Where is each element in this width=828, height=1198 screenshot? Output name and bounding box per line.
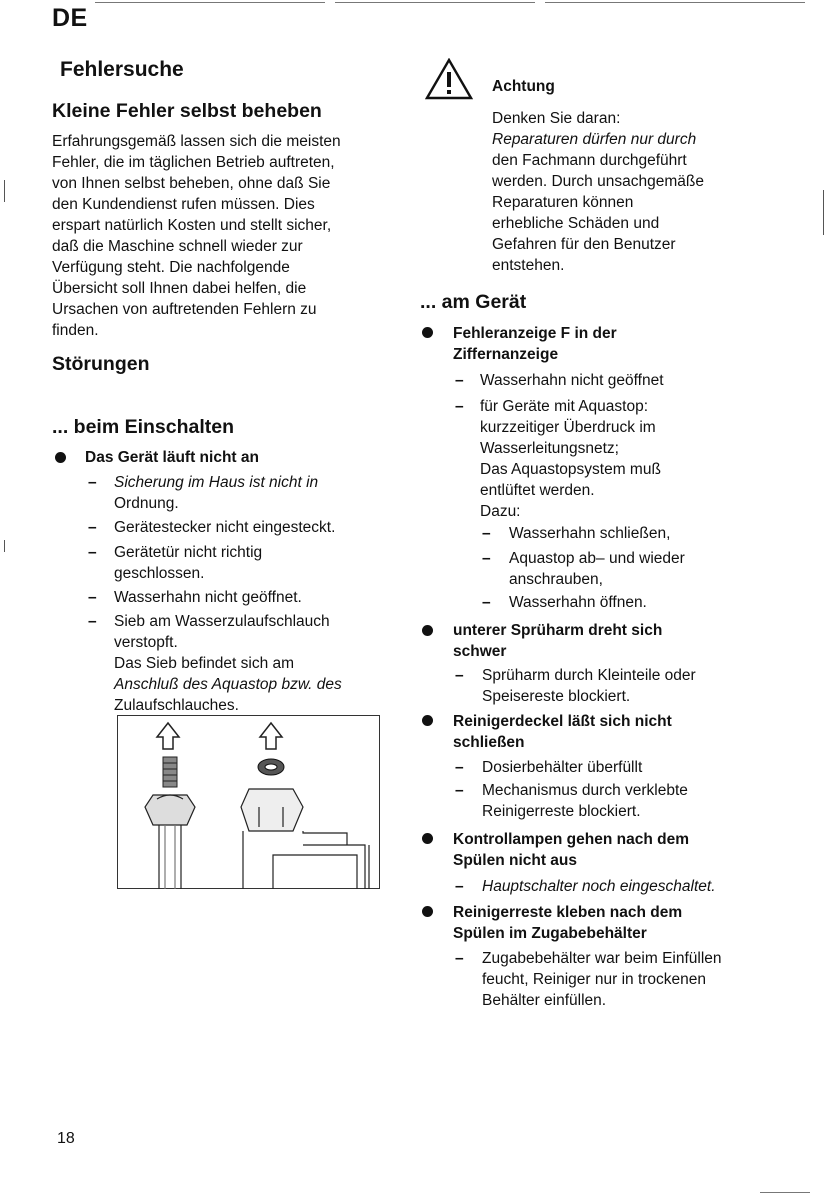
dash-marker: – [88, 613, 97, 630]
warning-line: werden. Durch unsachgemäße [492, 173, 704, 190]
intro-line: Ursachen von auftretenden Fehlern zu [52, 301, 317, 318]
bullet-text: schwer [453, 643, 507, 660]
fault-item-line: Das Aquastopsystem muß [480, 461, 661, 478]
fault-item-line: Das Sieb befindet sich am [114, 655, 295, 672]
fault-item-line: Dazu: [480, 503, 521, 520]
dash-marker: – [455, 372, 464, 389]
bullet-detergent-lid [453, 711, 672, 753]
bullet-text: Kontrollampen gehen nach dem [453, 831, 689, 848]
warning-triangle-icon [425, 58, 473, 100]
intro-line: Übersicht soll Ihnen dabei helfen, die [52, 280, 307, 297]
sub-item-line: Wasserhahn öffnen. [509, 594, 647, 611]
sub-item-line: Wasserhahn schließen, [509, 525, 671, 542]
fault-item-line: Sicherung im Haus ist nicht in [114, 474, 319, 491]
intro-line: Fehler, die im täglichen Betrieb auftreten, [52, 154, 335, 171]
warning-line: Denken Sie daran: [492, 110, 621, 127]
fault-item-line: Gerätestecker nicht eingesteckt. [114, 519, 336, 536]
fault-item [482, 757, 642, 778]
fault-item [114, 542, 262, 584]
fault-item-line: geschlossen. [114, 565, 205, 582]
fault-item-line: Dosierbehälter überfüllt [482, 759, 643, 776]
warning-paragraph [492, 108, 704, 276]
intro-line: Erfahrungsgemäß lassen sich die meisten [52, 133, 341, 150]
hose-nut-icon [145, 795, 195, 889]
sieve-icon [163, 757, 177, 787]
sieve-connection-illustration [117, 715, 380, 889]
intro-line: erspart natürlich Kosten und stellt sicher, [52, 217, 332, 234]
bullet-text: Reinigerdeckel läßt sich nicht [453, 713, 672, 730]
fault-item-line: Anschluß des Aquastop bzw. des [114, 676, 342, 693]
intro-line: finden. [52, 322, 99, 339]
dash-marker: – [455, 759, 464, 776]
fault-item-line: entlüftet werden. [480, 482, 595, 499]
right-margin-mark [823, 190, 824, 235]
dash-marker: – [455, 398, 464, 415]
page-title: Fehlersuche [60, 58, 184, 81]
sub-item [509, 548, 685, 590]
bullet-dot [422, 833, 433, 844]
fault-item-line: Behälter einfüllen. [482, 992, 607, 1009]
fault-item-line: verstopft. [114, 634, 178, 651]
dash-marker: – [88, 474, 97, 491]
fault-item-line: Zulaufschlauches. [114, 697, 239, 714]
sub-item-line: Aquastop ab– und wieder [509, 550, 685, 567]
bullet-text: Fehleranzeige F in der [453, 325, 617, 342]
top-rule-left [95, 2, 325, 3]
aquastop-connector-icon [241, 789, 369, 889]
top-rule-right [545, 2, 805, 3]
fault-item [480, 370, 664, 391]
intro-line: von Ihnen selbst beheben, ohne daß Sie [52, 175, 331, 192]
fault-item-line: Sieb am Wasserzulaufschlauch [114, 613, 330, 630]
bullet-detergent-residue [453, 902, 682, 944]
fault-item-line: Gerätetür nicht richtig [114, 544, 263, 561]
bullet-dot [422, 625, 433, 636]
left-margin-mark [4, 180, 5, 202]
intro-line: den Kundendienst rufen müssen. Dies [52, 196, 315, 213]
warning-line: Gefahren für den Benutzer [492, 236, 676, 253]
bullet-error-display [453, 323, 617, 365]
warning-line: Reparaturen dürfen nur durch [492, 131, 697, 148]
dash-marker: – [88, 519, 97, 536]
top-rule-mid [335, 2, 535, 3]
fault-item [482, 780, 688, 822]
bullet-text: schließen [453, 734, 525, 751]
fault-item-line: Ordnung. [114, 495, 179, 512]
fault-item-line: feucht, Reiniger nur in trockenen [482, 971, 707, 988]
dash-marker: – [482, 550, 491, 567]
dash-marker: – [482, 594, 491, 611]
fault-item-line: kurzzeitiger Überdruck im [480, 419, 656, 436]
fault-item-line: Sprüharm durch Kleinteile oder [482, 667, 696, 684]
bullet-text: Spülen nicht aus [453, 852, 578, 869]
bottom-rule [760, 1192, 810, 1193]
fault-item-line: Wasserhahn nicht geöffnet. [114, 589, 302, 606]
fault-item [482, 876, 716, 897]
fault-item-line: Zugabebehälter war beim Einfüllen [482, 950, 722, 967]
arrow-up-icon [157, 723, 179, 749]
fault-item-line: Reinigerreste blockiert. [482, 803, 641, 820]
section-heading-small-faults: Kleine Fehler selbst beheben [52, 100, 322, 122]
heading-beim-einschalten: ... beim Einschalten [52, 416, 235, 438]
sub-item [509, 523, 670, 544]
intro-line: Verfügung steht. Die nachfolgende [52, 259, 290, 276]
achtung-heading: Achtung [492, 78, 555, 95]
bullet-text: Das Gerät läuft nicht an [85, 449, 259, 466]
sub-item [509, 592, 647, 613]
dash-marker: – [455, 950, 464, 967]
language-code: DE [52, 4, 88, 32]
arrow-up-icon [260, 723, 282, 749]
fault-item [482, 665, 696, 707]
bullet-text: Reinigerreste kleben nach dem [453, 904, 683, 921]
bullet-text: unterer Sprüharm dreht sich [453, 622, 663, 639]
fault-item-line: Wasserhahn nicht geöffnet [480, 372, 664, 389]
sub-item-line: anschrauben, [509, 571, 603, 588]
bullet-control-lamps [453, 829, 689, 871]
fault-item [114, 472, 318, 514]
bullet-dot [422, 715, 433, 726]
bullet-device-not-starting [85, 447, 259, 468]
heading-am-geraet: ... am Gerät [420, 291, 527, 313]
fault-item [482, 948, 722, 1011]
dash-marker: – [88, 589, 97, 606]
bullet-dot [422, 327, 433, 338]
fault-item-line: Speisereste blockiert. [482, 688, 631, 705]
heading-stoerungen: Störungen [52, 353, 150, 375]
bullet-spray-arm [453, 620, 662, 662]
warning-line: entstehen. [492, 257, 565, 274]
sealing-ring-icon [258, 759, 284, 775]
warning-line: erhebliche Schäden und [492, 215, 660, 232]
fault-item-line: Hauptschalter noch eingeschaltet. [482, 878, 716, 895]
warning-line: Reparaturen können [492, 194, 634, 211]
page-number: 18 [57, 1130, 75, 1147]
left-margin-mark-2 [4, 540, 5, 552]
fault-item-line: Wasserleitungsnetz; [480, 440, 619, 457]
dash-marker: – [455, 878, 464, 895]
fault-item [114, 517, 335, 538]
warning-line: den Fachmann durchgeführt [492, 152, 687, 169]
bullet-text: Spülen im Zugabebehälter [453, 925, 647, 942]
intro-line: daß die Maschine schnell wieder zur [52, 238, 303, 255]
bullet-dot [55, 452, 66, 463]
dash-marker: – [455, 782, 464, 799]
dash-marker: – [88, 544, 97, 561]
fault-item-line: Mechanismus durch verklebte [482, 782, 688, 799]
bullet-dot [422, 906, 433, 917]
intro-paragraph [52, 131, 341, 341]
fault-item [114, 587, 302, 608]
dash-marker: – [455, 667, 464, 684]
fault-item [480, 396, 661, 522]
fault-item [114, 611, 342, 716]
bullet-text: Ziffernanzeige [453, 346, 559, 363]
dash-marker: – [482, 525, 491, 542]
fault-item-line: für Geräte mit Aquastop: [480, 398, 649, 415]
